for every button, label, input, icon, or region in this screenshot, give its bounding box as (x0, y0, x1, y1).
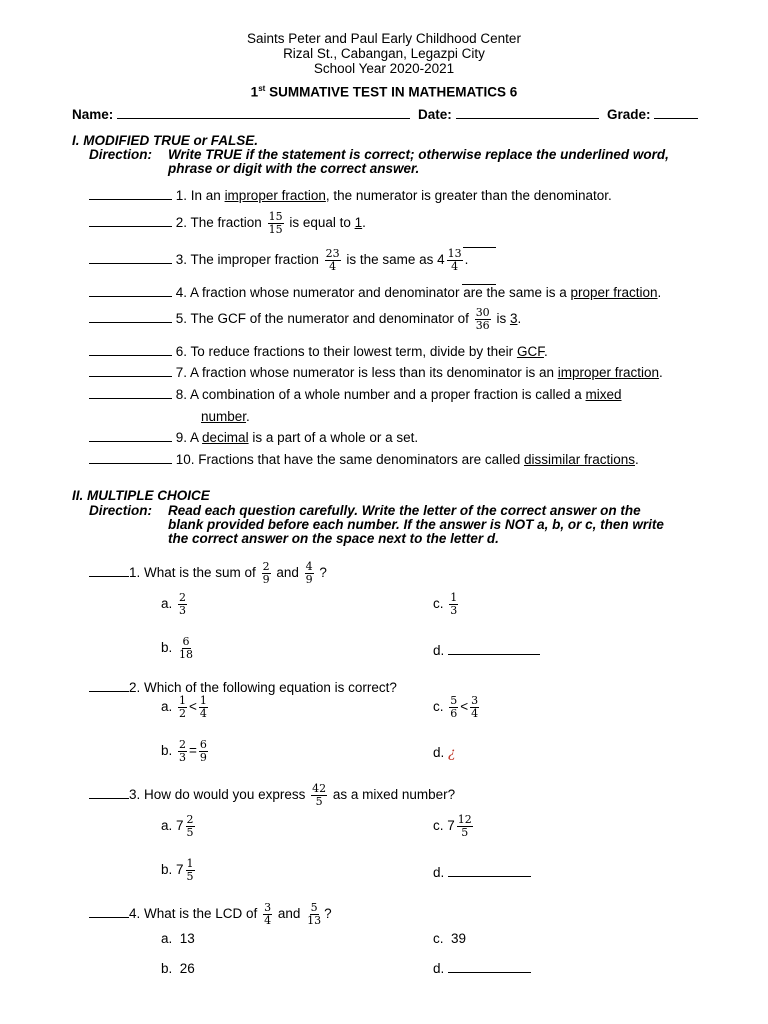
tf-item-10: 10. Fractions that have the same denominators are called dissimilar fractions. (89, 452, 639, 467)
school-name: Saints Peter and Paul Early Childhood Center (247, 31, 521, 46)
mc2-option-b[interactable]: b. $\frac{2}{3}$ = $\frac{6}{9}$ (161, 738, 207, 764)
name-field: Name: (72, 107, 410, 122)
name-blank[interactable] (117, 107, 410, 119)
answer-blank[interactable] (89, 285, 172, 297)
mc2-option-c[interactable]: c. $\frac{5}{6}$ < $\frac{3}{4}$ (433, 694, 479, 720)
fraction: $\frac{4}{9}$ (305, 560, 313, 586)
fraction: $\frac{23}{4}$ (325, 247, 340, 273)
tf-item-8: 8. A combination of a whole number and a proper fraction is called a mixed (89, 387, 622, 402)
part2-direction-line2: blank provided before each number. If the answer is NOT a, b, or c, then write (168, 517, 664, 532)
school-year: School Year 2020-2021 (313, 61, 455, 76)
fraction: $\frac{12}{5}$ (457, 813, 472, 839)
tf-item-8-cont: number. (201, 409, 250, 424)
mc2-option-a[interactable]: a. $\frac{1}{2}$ < $\frac{1}{4}$ (161, 694, 207, 720)
mc3-option-a[interactable]: a. 7 $\frac{2}{5}$ (161, 813, 194, 839)
tf-item-1: 1. In an improper fraction, the numerator is greater than the denominator. (89, 188, 612, 203)
part1-direction-line1: Write TRUE if the statement is correct; otherwise replace the underlined word, (168, 147, 669, 162)
fraction: $\frac{30}{36}$ (475, 306, 490, 332)
date-blank[interactable] (456, 107, 599, 119)
mc1-option-a[interactable]: a. $\frac{2}{3}$ (161, 591, 187, 617)
part1-direction-label: Direction: (89, 147, 153, 162)
tf-item-7: 7. A fraction whose numerator is less than its denominator is an improper fraction. (89, 365, 663, 380)
tf-item-3: 3. The improper fraction $\frac{23}{4}$ is the same as 4 $\frac{13}{4}$ . (89, 248, 468, 273)
answer-blank[interactable] (448, 643, 540, 655)
mc1-option-c[interactable]: c. $\frac{1}{3}$ (433, 591, 458, 617)
glyph-mark: ¿ (448, 745, 456, 761)
answer-blank[interactable] (448, 961, 531, 973)
mc1-option-b[interactable]: b. $\frac{6}{18}$ (161, 635, 194, 661)
tf-item-5: 5. The GCF of the numerator and denominator of $\frac{30}{36}$ is 3. (89, 307, 521, 332)
mc-question-2: 2. Which of the following equation is correct? (89, 680, 397, 695)
mc4-option-d[interactable]: d. (433, 961, 531, 976)
fraction: $\frac{5}{13}$ (307, 901, 322, 927)
grade-blank[interactable] (654, 107, 698, 119)
answer-blank[interactable] (89, 452, 172, 464)
fraction: $\frac{6}{18}$ (179, 635, 194, 661)
answer-blank[interactable] (89, 252, 172, 264)
fraction: $\frac{13}{4}$ (447, 247, 462, 273)
mc4-option-a[interactable]: a. 13 (161, 931, 195, 946)
answer-blank[interactable] (89, 215, 172, 227)
tf-item-2: 2. The fraction $\frac{15}{15}$ is equal to 1. (89, 211, 366, 236)
tf-item-9: 9. A decimal is a part of a whole or a set. (89, 430, 418, 445)
fraction: $\frac{1}{5}$ (186, 857, 194, 883)
fraction: $\frac{15}{15}$ (268, 210, 283, 236)
answer-blank[interactable] (89, 387, 172, 399)
fraction: $\frac{2}{9}$ (262, 560, 270, 586)
fraction: $\frac{2}{3}$ (179, 591, 187, 617)
mc3-option-d[interactable]: d. (433, 865, 531, 880)
part2-direction-line3: the correct answer on the space next to the letter d. (168, 531, 499, 546)
answer-blank[interactable] (89, 680, 129, 692)
tf-item-6: 6. To reduce fractions to their lowest term, divide by their GCF. (89, 344, 548, 359)
part1-heading: I. MODIFIED TRUE or FALSE. (72, 133, 259, 148)
fraction: $\frac{1}{3}$ (450, 591, 458, 617)
date-field: Date: (418, 107, 599, 122)
mc2-option-d[interactable]: d. ¿ (433, 745, 456, 761)
mc-question-3: 3. How do would you express $\frac{42}{5}$ as a mixed number? (89, 783, 455, 808)
answer-blank[interactable] (89, 906, 129, 918)
part1-direction-line2: phrase or digit with the correct answer. (168, 161, 420, 176)
fraction: $\frac{2}{3}$ (179, 738, 187, 764)
school-address: Rizal St., Cabangan, Legazpi City (283, 46, 485, 61)
mc1-option-d[interactable]: d. (433, 643, 540, 658)
tf-item-4: 4. A fraction whose numerator and denominator are the same is a proper fraction. (89, 285, 661, 300)
fraction: $\frac{6}{9}$ (199, 738, 207, 764)
mc-question-1: 1. What is the sum of $\frac{2}{9}$ and $\frac{4}{9}$ ? (89, 561, 327, 586)
answer-blank[interactable] (89, 188, 172, 200)
answer-blank[interactable] (89, 365, 172, 377)
fraction: $\frac{5}{6}$ (450, 694, 458, 720)
mc4-option-b[interactable]: b. 26 (161, 961, 195, 976)
mc4-option-c[interactable]: c. 39 (433, 931, 467, 946)
mc3-option-b[interactable]: b. 7 $\frac{1}{5}$ (161, 857, 194, 883)
part2-direction-line1: Read each question carefully. Write the letter of the correct answer on the (168, 503, 641, 518)
answer-blank[interactable] (89, 787, 129, 799)
mc3-option-c[interactable]: c. 7 $\frac{12}{5}$ (433, 813, 472, 839)
fraction: $\frac{1}{2}$ (179, 694, 187, 720)
grade-field: Grade: (607, 107, 698, 122)
answer-blank[interactable] (89, 344, 172, 356)
fraction: $\frac{42}{5}$ (312, 782, 327, 808)
part2-direction-label: Direction: (89, 503, 153, 518)
fraction: $\frac{2}{5}$ (186, 813, 194, 839)
fraction: $\frac{3}{4}$ (264, 901, 272, 927)
mc-question-4: 4. What is the LCD of $\frac{3}{4}$ and $\frac{5}{13}$ ? (89, 902, 332, 927)
answer-blank[interactable] (89, 311, 172, 323)
fraction: $\frac{1}{4}$ (199, 694, 207, 720)
answer-blank[interactable] (89, 430, 172, 442)
answer-blank[interactable] (89, 565, 129, 577)
fraction: $\frac{3}{4}$ (471, 694, 479, 720)
test-title: 1st SUMMATIVE TEST IN MATHEMATICS 6 (250, 84, 518, 100)
part2-heading: II. MULTIPLE CHOICE (72, 488, 210, 503)
answer-blank[interactable] (448, 865, 531, 877)
